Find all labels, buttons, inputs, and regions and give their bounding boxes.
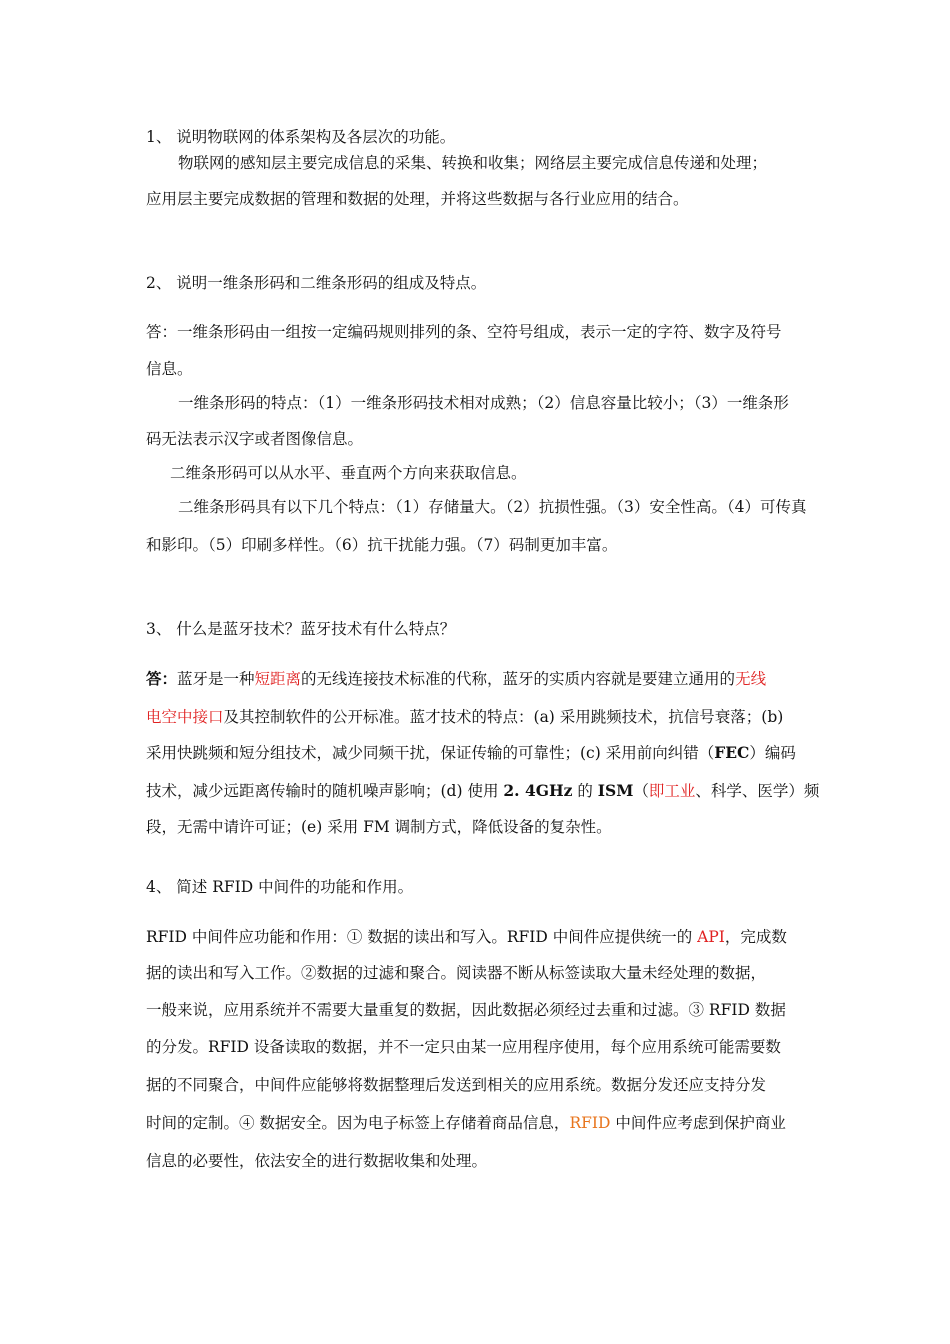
q2-answer-line-6: 二维条形码具有以下几个特点：（1）存储量大。（2）抗损性强。（3）安全性高。（4）可传真 [178,498,807,516]
text-run: RFID 中间件应功能和作用：① 数据的读出和写入。RFID 中间件应提供统一的 [146,928,698,946]
q4-title: 4、 简述 RFID 中间件的功能和作用。 [146,878,414,896]
highlight-wireless: 无线 [735,670,767,688]
text-run: 技术，减少远距离传输时的随机噪声影响；(d) 使用 [146,782,504,800]
highlight-industry: 即工业 [648,782,696,800]
highlight-api: API [697,928,725,946]
q3-answer-line-5: 段，无需中请许可证；(e) 采用 FM 调制方式，降低设备的复杂性。 [146,818,612,836]
text-run: 的 [572,782,598,800]
answer-prefix: 答： [146,669,178,688]
q2-answer-line-5: 二维条形码可以从水平、垂直两个方向来获取信息。 [170,464,527,482]
q4-answer-line-7: 信息的必要性，依法安全的进行数据收集和处理。 [146,1152,488,1170]
q2-answer-line-4: 码无法表示汉字或者图像信息。 [146,430,364,448]
text-run: ）编码 [749,744,796,762]
text-run: 采用快跳频和短分组技术，减少同频干扰，保证传输的可靠性；(c) 采用前向纠错（ [146,744,715,762]
q3-answer-line-1 [146,669,816,689]
q2-answer-line-1: 答：一维条形码由一组按一定编码规则排列的条、空符号组成，表示一定的字符、数字及符号 [146,323,782,341]
q1-answer-line-2: 应用层主要完成数据的管理和数据的处理，并将这些数据与各行业应用的结合。 [146,190,689,208]
text-run: 时间的定制。④ 数据安全。因为电子标签上存储着商品信息， [146,1114,570,1132]
q2-title: 2、 说明一维条形码和二维条形码的组成及特点。 [146,274,487,292]
q3-answer-line-4 [146,781,820,801]
q4-answer-line-5: 据的不同聚合，中间件应能够将数据整理后发送到相关的应用系统。数据分发还应支持分发 [146,1076,767,1094]
text-run: 及其控制软件的公开标准。蓝才技术的特点：(a) 采用跳频技术，抗信号衰落；(b) [223,708,784,726]
q4-answer-line-4: 的分发。RFID 设备读取的数据，并不一定只由某一应用程序使用，每个应用系统可能需要数 [146,1038,781,1056]
q2-answer-line-3: 一维条形码的特点：（1）一维条形码技术相对成熟；（2）信息容量比较小；（3）一维条形 [178,394,789,412]
q3-title: 3、 什么是蓝牙技术？蓝牙技术有什么特点？ [146,620,456,638]
q1-answer-line-1: 物联网的感知层主要完成信息的采集、转换和收集；网络层主要完成信息传递和处理； [178,154,768,172]
q2-answer-line-7: 和影印。（5）印刷多样性。（6）抗干扰能力强。（7）码制更加丰富。 [146,536,618,554]
text-run: （ [633,782,649,800]
q3-answer-line-3 [146,743,816,763]
text-run: ，完成数 [724,928,787,946]
q4-answer-line-1 [146,927,816,947]
q3-answer-line-2 [146,707,816,727]
q4-answer-line-2: 据的读出和写入工作。②数据的过滤和聚合。阅读器不断从标签读取大量未经处理的数据， [146,964,767,982]
highlight-short-range: 短距离 [254,670,302,688]
ghz-term: 2. 4GHz [503,781,573,800]
text-run: 蓝牙是一种 [177,670,255,688]
q2-answer-line-2: 信息。 [146,360,193,378]
text-run: 、科学、医学）频 [695,782,820,800]
text-run: 中间件应考虑到保护商业 [610,1114,786,1132]
q4-answer-line-3: 一般来说，应用系统并不需要大量重复的数据，因此数据必须经过去重和过滤。③ RFID 数据 [146,1001,786,1019]
ism-term: ISM [597,781,634,800]
q1-title: 1、 说明物联网的体系架构及各层次的功能。 [146,128,456,146]
text-run: 的无线连接技术标准的代称，蓝牙的实质内容就是要建立通用的 [301,670,736,688]
q4-answer-line-6 [146,1113,816,1133]
fec-term: FEC [714,743,750,762]
highlight-rfid: RFID [569,1114,611,1132]
highlight-air-interface: 电空中接口 [146,708,224,726]
